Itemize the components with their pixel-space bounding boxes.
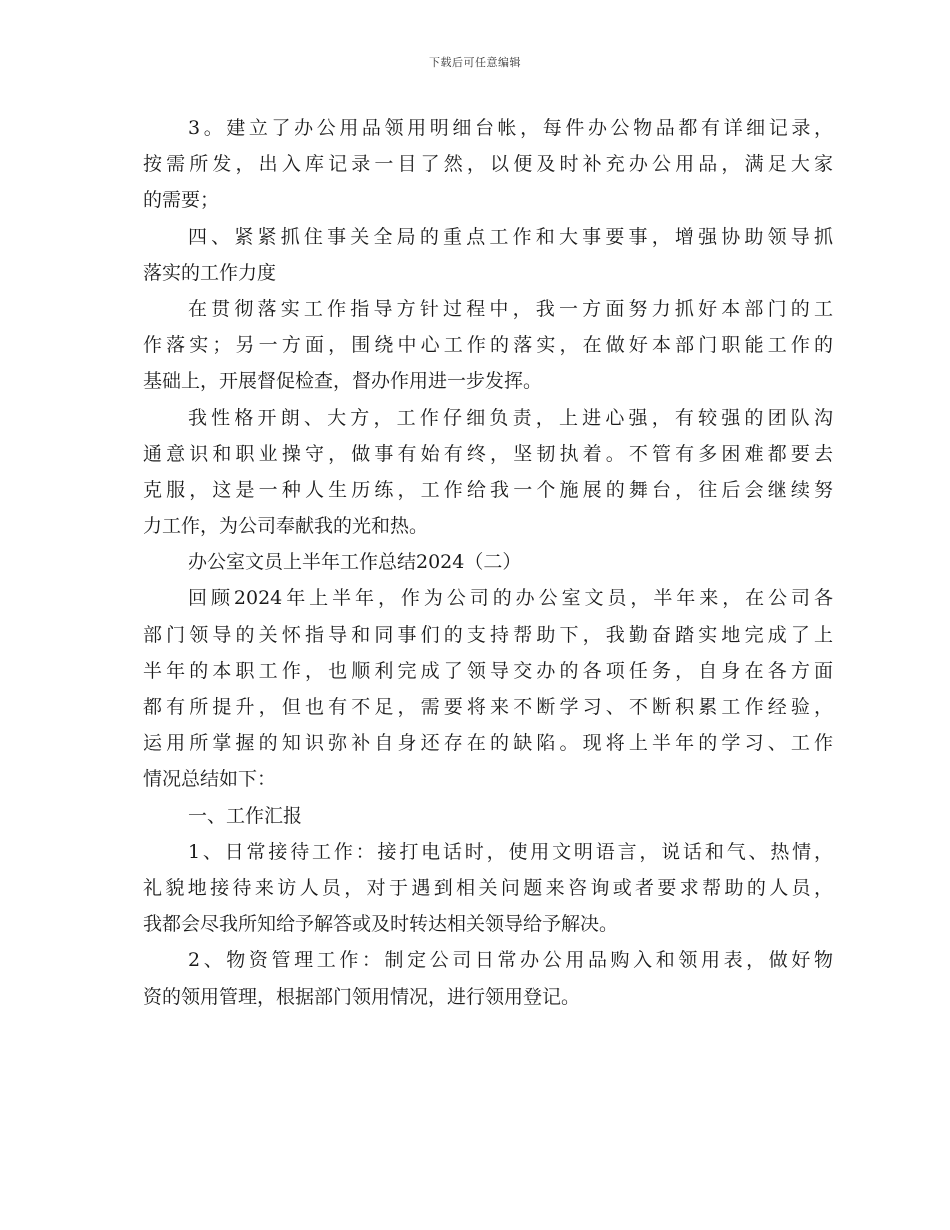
text-line: 1、日常接待工作：接打电话时，使用文明语言，说话和气、热情， bbox=[188, 840, 833, 863]
text-line: 通意识和职业操守，做事有始有终，坚韧执着。不管有多困难都要去 bbox=[143, 442, 833, 465]
text-line: 克服，这是一种人生历练，工作给我一个施展的舞台，往后会继续努 bbox=[143, 478, 833, 501]
text-line: 礼貌地接待来访人员，对于遇到相关问题来咨询或者要求帮助的人员， bbox=[143, 876, 833, 899]
text-line: 基础上，开展督促检查，督办作用进一步发挥。 bbox=[143, 370, 543, 393]
text-line: 半年的本职工作，也顺利完成了领导交办的各项任务，自身在各方面 bbox=[143, 659, 833, 682]
text-line: 一、工作汇报 bbox=[188, 804, 303, 827]
text-line: 资的领用管理，根据部门领用情况，进行领用登记。 bbox=[143, 985, 581, 1008]
text-line: 部门领导的关怀指导和同事们的支持帮助下，我勤奋踏实地完成了上 bbox=[143, 623, 833, 646]
text-line: 作落实；另一方面，围绕中心工作的落实，在做好本部门职能工作的 bbox=[143, 334, 833, 357]
text-line: 在贯彻落实工作指导方针过程中，我一方面努力抓好本部门的工 bbox=[188, 297, 833, 320]
text-line: 四、紧紧抓住事关全局的重点工作和大事要事，增强协助领导抓 bbox=[188, 225, 833, 248]
document-body bbox=[143, 110, 833, 1015]
text-line: 运用所掌握的知识弥补自身还存在的缺陷。现将上半年的学习、工作 bbox=[143, 732, 833, 755]
text-line: 办公室文员上半年工作总结2024（二） bbox=[188, 551, 522, 574]
text-line: 回顾2024年上半年，作为公司的办公室文员，半年来，在公司各 bbox=[188, 587, 833, 610]
text-line: 2、物资管理工作：制定公司日常办公用品购入和领用表，做好物 bbox=[188, 949, 833, 972]
text-line: 力工作，为公司奉献我的光和热。 bbox=[143, 515, 429, 538]
text-line: 我性格开朗、大方，工作仔细负责，上进心强，有较强的团队沟 bbox=[188, 406, 833, 429]
text-line: 3。建立了办公用品领用明细台帐，每件办公物品都有详细记录， bbox=[188, 117, 833, 139]
text-line: 落实的工作力度 bbox=[143, 261, 277, 284]
text-line: 情况总结如下： bbox=[143, 768, 277, 791]
page-header: 下载后可任意编辑 bbox=[429, 56, 521, 69]
text-line: 按需所发，出入库记录一目了然，以便及时补充办公用品，满足大家 bbox=[143, 153, 833, 176]
text-line: 都有所提升，但也有不足，需要将来不断学习、不断积累工作经验， bbox=[143, 696, 833, 718]
text-line: 我都会尽我所知给予解答或及时转达相关领导给予解决。 bbox=[143, 913, 619, 936]
text-line: 的需要； bbox=[143, 189, 220, 212]
